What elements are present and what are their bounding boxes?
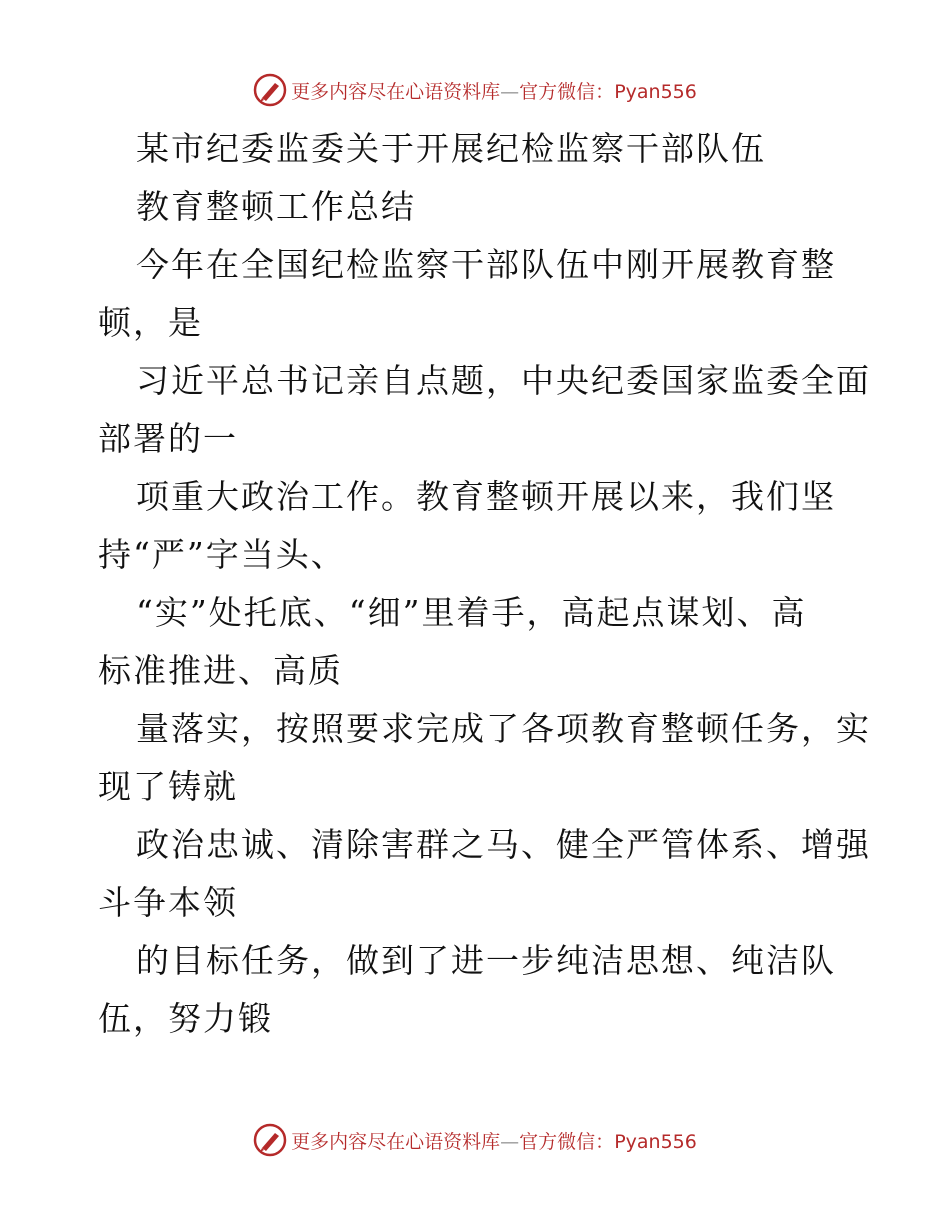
text-line: 项重大政治工作。教育整顿开展以来，我们坚 — [136, 477, 836, 516]
text-line: 顿，是 — [98, 303, 203, 342]
footer-watermark — [0, 1120, 950, 1160]
pen-logo-icon — [253, 73, 287, 107]
text-line: 某市纪委监委关于开展纪检监察干部队伍 — [136, 129, 766, 168]
pen-logo-icon — [253, 1123, 287, 1157]
header-watermark — [0, 70, 950, 110]
text-line: 斗争本领 — [98, 883, 238, 922]
watermark-text: 更多内容尽在心语资料库—官方微信：Pyan556 — [291, 1130, 697, 1153]
text-line: 伍，努力锻 — [98, 999, 273, 1038]
text-line: 部署的一 — [98, 419, 238, 458]
text-line: 持“严”字当头、 — [98, 535, 346, 574]
text-line: “实”处托底、“细”里着手，高起点谋划、高 — [136, 593, 807, 632]
text-line: 今年在全国纪检监察干部队伍中刚开展教育整 — [136, 245, 836, 284]
text-line: 政治忠诚、清除害群之马、健全严管体系、增强 — [136, 825, 871, 864]
text-line: 的目标任务，做到了进一步纯洁思想、纯洁队 — [136, 941, 836, 980]
text-line: 习近平总书记亲自点题，中央纪委国家监委全面 — [136, 361, 871, 400]
text-line: 教育整顿工作总结 — [136, 187, 416, 226]
text-line: 标准推进、高质 — [98, 651, 343, 690]
document-body — [98, 120, 888, 1048]
text-line: 量落实，按照要求完成了各项教育整顿任务，实 — [136, 709, 871, 748]
watermark-text: 更多内容尽在心语资料库—官方微信：Pyan556 — [291, 80, 697, 103]
text-line: 现了铸就 — [98, 767, 238, 806]
